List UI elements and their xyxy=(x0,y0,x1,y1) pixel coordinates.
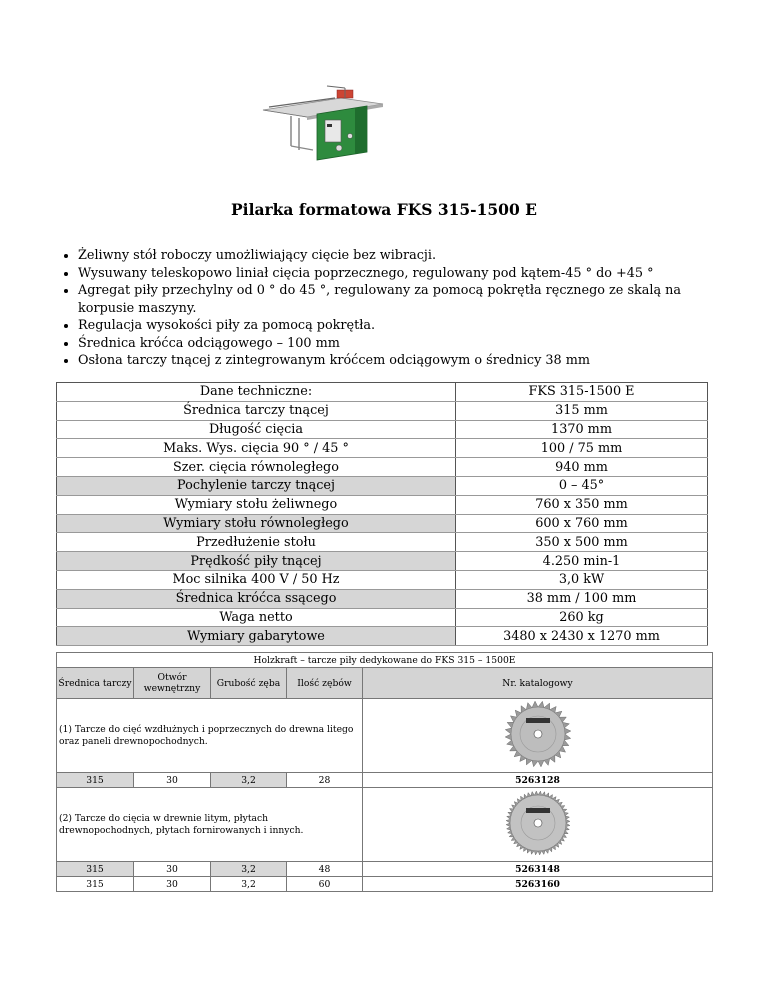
spec-label: Długość cięcia xyxy=(57,420,456,439)
header-bore: Otwór wewnętrzny xyxy=(134,668,211,699)
spec-value: 3480 x 2430 x 1270 mm xyxy=(456,627,708,646)
saw-blade-icon xyxy=(503,699,573,769)
cell-catalog: 5263148 xyxy=(363,862,713,877)
feature-item: • Agregat piły przechylny od 0 ° do 45 °, regulowany za pomocą pokrętła ręcznego ze skalą na korpusie maszyny. xyxy=(78,282,738,317)
spec-value: 4.250 min-1 xyxy=(456,552,708,571)
specs-row xyxy=(57,570,708,589)
specs-row xyxy=(57,514,708,533)
specs-row xyxy=(57,608,708,627)
feature-list xyxy=(56,247,738,370)
feature-item: • Osłona tarczy tnącej z zintegrowanym króćcem odciągowym o średnicy 38 mm xyxy=(78,352,738,370)
specs-row xyxy=(57,458,708,477)
cell-tooth-width: 3,2 xyxy=(211,773,287,788)
blade-group-description: (1) Tarcze do cięć wzdłużnych i poprzecznych do drewna litego oraz paneli drewnopochodnych. xyxy=(57,699,363,773)
blade-group-row xyxy=(57,699,713,773)
blades-caption: Holzkraft – tarcze piły dedykowane do FKS 315 – 1500E xyxy=(57,653,713,668)
specs-row xyxy=(57,383,708,402)
spec-label: Wymiary stołu równoległego xyxy=(57,514,456,533)
cell-diameter: 315 xyxy=(57,877,134,892)
spec-value: 3,0 kW xyxy=(456,570,708,589)
spec-value: 38 mm / 100 mm xyxy=(456,589,708,608)
specs-row xyxy=(57,589,708,608)
spec-label: Maks. Wys. cięcia 90 ° / 45 ° xyxy=(57,439,456,458)
cell-tooth-width: 3,2 xyxy=(211,862,287,877)
header-diameter: Średnica tarczy xyxy=(57,668,134,699)
page-title: Pilarka formatowa FKS 315-1500 E xyxy=(231,200,537,219)
cell-bore: 30 xyxy=(134,877,211,892)
spec-label: Prędkość piły tnącej xyxy=(57,552,456,571)
cell-teeth: 28 xyxy=(287,773,363,788)
feature-item: • Regulacja wysokości piły za pomocą pokrętła. xyxy=(78,317,738,335)
spec-label: Wymiary stołu żeliwnego xyxy=(57,495,456,514)
cell-diameter: 315 xyxy=(57,862,134,877)
spec-value: 260 kg xyxy=(456,608,708,627)
specs-table xyxy=(56,382,708,646)
header-tooth-width: Grubość zęba xyxy=(211,668,287,699)
spec-value: 760 x 350 mm xyxy=(456,495,708,514)
spec-value: 0 – 45° xyxy=(456,476,708,495)
specs-row xyxy=(57,420,708,439)
spec-label: Pochylenie tarczy tnącej xyxy=(57,476,456,495)
spec-label: Moc silnika 400 V / 50 Hz xyxy=(57,570,456,589)
header-teeth: Ilość zębów xyxy=(287,668,363,699)
specs-row xyxy=(57,533,708,552)
cell-catalog: 5263128 xyxy=(363,773,713,788)
spec-value: 1370 mm xyxy=(456,420,708,439)
specs-row xyxy=(57,401,708,420)
table-row xyxy=(57,773,713,788)
blade-image-cell xyxy=(363,788,713,862)
feature-item: • Żeliwny stół roboczy umożliwiający cięcie bez wibracji. xyxy=(78,247,738,265)
feature-item: • Średnica króćca odciągowego – 100 mm xyxy=(78,335,738,353)
spec-value: 940 mm xyxy=(456,458,708,477)
table-saw-illustration xyxy=(255,84,389,164)
spec-label: Przedłużenie stołu xyxy=(57,533,456,552)
blade-group-description: (2) Tarcze do cięcia w drewnie litym, płytach drewnopochodnych, płytach fornirowanych i innych. xyxy=(57,788,363,862)
cell-tooth-width: 3,2 xyxy=(211,877,287,892)
specs-row xyxy=(57,552,708,571)
spec-label: Wymiary gabarytowe xyxy=(57,627,456,646)
cell-teeth: 60 xyxy=(287,877,363,892)
spec-label: Szer. cięcia równoległego xyxy=(57,458,456,477)
specs-row xyxy=(57,439,708,458)
header-catalog: Nr. katalogowy xyxy=(363,668,713,699)
blades-table xyxy=(56,652,713,892)
specs-row xyxy=(57,495,708,514)
cell-bore: 30 xyxy=(134,773,211,788)
specs-row xyxy=(57,627,708,646)
blades-caption-row xyxy=(57,653,713,668)
blade-image-cell xyxy=(363,699,713,773)
spec-value: 350 x 500 mm xyxy=(456,533,708,552)
spec-label: Średnica króćca ssącego xyxy=(57,589,456,608)
saw-blade-icon xyxy=(503,788,573,858)
cell-diameter: 315 xyxy=(57,773,134,788)
spec-value: 600 x 760 mm xyxy=(456,514,708,533)
spec-label: Dane techniczne: xyxy=(57,383,456,402)
spec-label: Średnica tarczy tnącej xyxy=(57,401,456,420)
spec-value: FKS 315-1500 E xyxy=(456,383,708,402)
spec-label: Waga netto xyxy=(57,608,456,627)
specs-row xyxy=(57,476,708,495)
blade-group-row xyxy=(57,788,713,862)
table-row xyxy=(57,862,713,877)
cell-catalog: 5263160 xyxy=(363,877,713,892)
feature-item: • Wysuwany teleskopowo liniał cięcia poprzecznego, regulowany pod kątem-45 ° do +45 ° xyxy=(78,265,738,283)
cell-teeth: 48 xyxy=(287,862,363,877)
table-row xyxy=(57,877,713,892)
blades-header-row xyxy=(57,668,713,699)
spec-value: 100 / 75 mm xyxy=(456,439,708,458)
spec-value: 315 mm xyxy=(456,401,708,420)
cell-bore: 30 xyxy=(134,862,211,877)
